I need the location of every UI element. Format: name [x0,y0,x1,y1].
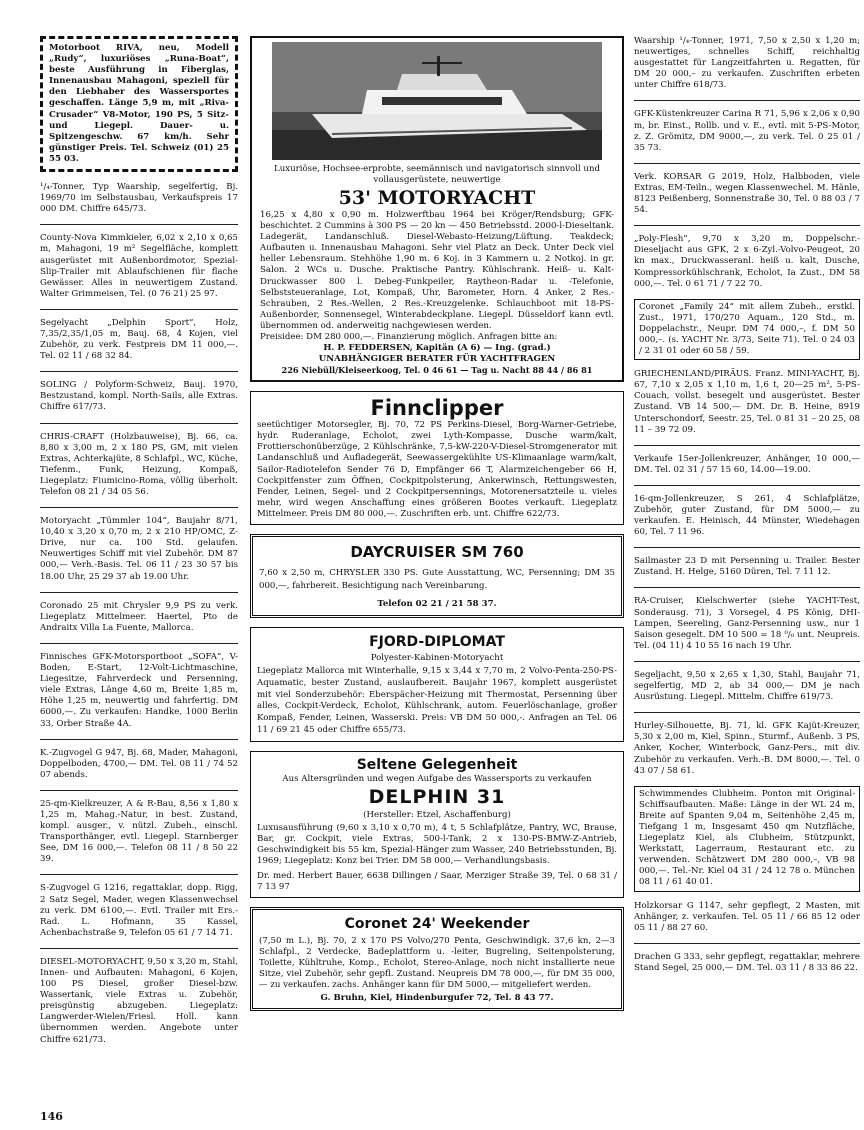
yacht-caption: Luxuriöse, Hochsee-erprobte, seemännisch und navigatorisch sinnvoll und vollausgerüstete, neuwertige [274,164,600,185]
right-column [634,36,860,983]
ad-soling: SOLING / Polyform-Schweiz, Bauj. 1970, Bestzustand, kompl. North-Sails, alle Extras. Chiffre 617/73. [40,380,238,413]
delphin-body: Luxusausführung (9,60 x 3,10 x 0,70 m), 4 t, 5 Schlafplätze, Pantry, WC, Brause, Bar, gr. Cockpit, viele Extras, 500-l-Tank, 2 x 130-PS-BMW-Z-Antrieb, Geschwindigkeit bis 55 km, Spezial-Hänger zum Wasser, 240 Betriebsstunden, Bj. 1969; Liegeplatz: Konz bei Trier. DM 58 000,— Verhandlungsbasis. [257,822,617,867]
ad-clubheim [634,786,860,892]
coronet-contact: G. Bruhn, Kiel, Hindenburgufer 72, Tel. 8 43 77. [320,993,554,1004]
ad-riva [40,36,238,172]
divider [40,790,238,791]
divider [634,712,860,713]
ad-delphin-sport: Segelyacht „Delphin Sport“, Holz, 7,35/2,35/1,05 m, Bauj. 68, 4 Kojen, viel Zubehör, zu verk. Festpreis DM 11 000,—. Tel. 02 11 / 68 32 84. [40,317,238,362]
ad-waarship: Waarship ¹/₄-Tonner, 1971, 7,50 x 2,50 x 1,20 m; neuwertiges, schnelles Schiff, reichhaltig ausgestattet für Langzeitfahrten u. Regatten, für DM 20 000,– zu verkaufen. Zuschriften erbeten unter Chiffre 618/73. [634,36,860,91]
divider [634,661,860,662]
ad-korsar: Verk. KORSAR G 2019, Holz, Halbboden, viele Extras, EM-Teiln., wegen Klassenwechel. M. Hänle, 8123 Peißenberg, Sonnenstraße 30, Tel. 0 88 03 / 7 54. [634,171,860,216]
yacht-photo [272,42,602,160]
divider [634,163,860,164]
divider [40,507,238,508]
ad-coronet-family [634,299,860,360]
divider [634,100,860,101]
daycruiser-title: DAYCRUISER SM 760 [350,542,524,561]
page-number: 146 [40,1110,63,1123]
ad-jollenkreuzer-16: 16-qm-Jollenkreuzer, S 261, 4 Schlafplätze, Zubehör, guter Zustand, für DM 5000,— zu verkaufen. E. Heinisch, 44 Münster, Wiedehagen 60, Tel. 7 11 96. [634,493,860,538]
ad-delphin-31 [250,751,624,899]
ad-holzkorsar: Holzkorsar G 1147, sehr gepflegt, 2 Masten, mit Anhänger, z. verkaufen. Tel. 05 11 / 66 85 12 oder 05 11 / 88 27 60. [634,900,860,933]
finnclipper-title: Finnclipper [370,396,504,421]
delphin-maker: (Hersteller: Etzel, Aschaffenburg) [363,809,511,820]
yacht-contact: UNABHÄNGIGER BERATER FÜR YACHTFRAGEN [318,354,556,365]
ad-warship-quarter: ¹/₄-Tonner, Typ Waarship, segelfertig, Bj. 1969/70 im Selbstausbau, Verkaufspreis 17 000 DM. Chiffre 645/73. [40,182,238,215]
ad-finnisches: Finnisches GFK-Motorsportboot „SOFA“, V-Boden, E-Start, 12-Volt-Lichtmaschine, Liegesitze, Fahrverdeck und Persenning, viele Extras, Länge 4,60 m, Breite 1,85 m, Höhe 1,25 m, neuwertig und fahrfertig. DM 6000,—. Zu verkaufen: Handke, 1000 Berlin 33, Orber Straße 4A. [40,651,238,729]
yacht-price: Preisidee: DM 280 000,—. Finanzierung möglich. Anfragen bitte an: [260,332,558,343]
delphin-title: DELPHIN 31 [368,785,506,808]
divider [40,592,238,593]
ad-hurley: Hurley-Silhouette, Bj. 71, kl. GFK Kajüt-Kreuzer, 5,30 x 2,00 m, Kiel, Spinn., Sturmf., Außenb. 3 PS, Anker, Kocher, Winterbock, Ganz-Pers., mit div. Zubehör zu verkaufen. Verh.-B. DM 8000,—. Tel. 0 43 07 / 58 61. [634,721,860,776]
ad-diesel-motoryacht: DIESEL-MOTORYACHT, 9,50 x 3,20 m, Stahl, Innen- und Aufbauten: Mahagoni, 6 Kojen, 100 PS Diesel, großer Diesel-bzw. Wassertank, viele Extras u. Zubehör, preisgünstig abzugeben. Liegeplatz: Langwerder-Wielen/Friesl. Holl. kann übernommen werden. Angebote unter Chiffre 621/73. [40,956,238,1045]
divider [634,445,860,446]
ad-sailmaster: Sailmaster 23 D mit Persenning u. Trailer. Bester Zustand. H. Helge, 5160 Düren, Tel. 7 11 12. [634,556,860,578]
ad-coronet-weekender [250,907,624,1011]
yacht-contact: 226 Niebüll/Kleiseerkoog, Tel. 0 46 61 — Tag u. Nacht 88 44 / 86 81 [281,365,593,376]
divider [634,225,860,226]
daycruiser-tel: Telefon 02 21 / 21 58 37. [377,598,497,609]
divider [634,943,860,944]
left-column [40,36,238,1055]
ad-text: Motorboot RIVA, neu, Modell „Rudy“, luxuriöses „Runa-Boat“, beste Ausführung in Fiberglas, Innenausbau Mahagoni, speziell für den Liebhaber des Wassersportes geschaffen. Länge 5,9 m, mit „Riva-Crusader“ V8-Motor, 190 PS, 5 Sitz- und Liegepl. Dauer- u. Spitzengeschw. 67 km/h. Sehr günstiger Preis. Tel. Schweiz (01) 25 55 03. [49,43,229,164]
ad-griechenland: GRIECHENLAND/PIRÄUS. Franz. MINI-YACHT, Bj. 67, 7,10 x 2,05 x 1,10 m, 1,6 t, 20—25 m², 5-PS-Couach, vollst. besegelt und ausgerüstet. Bester Zustand. VB 14 500,— DM. Dr. B. Heine, 8919 Unterschondorf, Seestr. 25, Tel. 0 81 31 – 20 25, 08 11 – 39 72 09. [634,369,860,435]
ad-k-zugvogel: K.-Zugvogel G 947, Bj. 68, Mader, Mahagoni, Doppelboden, 4700,— DM. Tel. 08 11 / 74 52 07 abends. [40,747,238,780]
divider [40,309,238,310]
ad-fjord-diplomat [250,627,624,742]
divider [634,587,860,588]
ad-tuemmler: Motoryacht „Tümmler 104“, Baujahr 8/71, 10,40 x 3,20 x 0,70 m, 2 x 210 HP/OMC, Z-Drive, nur ca. 100 Std. gelaufen. Neuwertiges Schiff mit viel Zubehör. DM 87 000,— Verh.-Basis. Tel. 06 11 / 23 30 57 bis 18.00 Uhr, 25 29 37 ab 19.00 Uhr. [40,516,238,582]
divider [40,948,238,949]
fjord-body: Liegeplatz Mallorca mit Winterhalle, 9,15 x 3,44 x 7,70 m, 2 Volvo-Penta-250-PS-Aquamatic, bester Zustand, auslaufbereit. Baujahr 1967, komplett ausgerüstet mit viel Sonderzubehör: Eberspächer-Heizung mit Thermostat, Persenning über alles, Cockpit-Verdeck, Echolot, Kühlschrank, autom. Feuerlöschanlage, großer Kompaß, Fender, Leinen, Wasserski. Preis: VB DM 50 000,-. Anfragen an Tel. 06 11 / 69 21 45 oder Chiffre 655/73. [257,665,617,735]
ad-segeljacht: Segeljacht, 9,50 x 2,65 x 1,30, Stahl, Baujahr 71, segelfertig, MD 2, ab 34 000,— DM je nach Ausrüstung. Liegepl. Mittelm. Chiffre 619/73. [634,669,860,703]
fjord-title: FJORD-DIPLOMAT [369,633,505,650]
ad-kielkreuzer: 25-qm-Kielkreuzer, A & R-Bau, 8,56 x 1,80 x 1,25 m, Mahag.-Natur, in best. Zustand, kompl. ausger., v. nützl. Zubeh., einschl. Transporthänger, evtl. Liegepl. Starnberger See, DM 16 000,—. Telefon 08 11 / 8 50 22 39. [40,798,238,865]
coronet-body: (7,50 m L.), Bj. 70, 2 x 170 PS Volvo/270 Penta, Geschwindigk. 37,6 kn, 2—3 Schlafpl., 2 Verdecke, Badeplattform u. -leiter, Bugreling, Seitenpolsterung, Toilette, Kühltruhe, Komp., Echolot, Stereo-Anlage, noch nicht installierte neue Sitze, viel Zubehör, sehr gepfl. Zustand. Neupreis DM 78 000,—, für DM 35 000,— zu verkaufen. zachs. Anhänger kann für DM 5000,— mitgeliefert werden. [259,936,615,990]
ad-gfk-kuesten: GFK-Küstenkreuzer Carina R 71, 5,96 x 2,06 x 0,90 m, br. Einst., Rollb. und v. E., evtl. mit 5-PS-Motor, z. Z. Grömitz, DM 9000,—, zu verk. Tel. 0 25 01 / 35 73. [634,109,860,153]
finnclipper-body: seetüchtiger Motorsegler, Bj. 70, 72 PS Perkins-Diesel, Borg-Warner-Getriebe, hydr. Ruderanlage, Echolot, zwei Lyth-Kompasse, Dusche warm/kalt, Frottierschonüberzüge, 2 Kühlschränke, 7,5-kW-220-V-Diesel-Stromgenerator mit Landanschluß und Aufladegerät, Seewassergekühlte US-Klimaanlage warm/kalt, Sailor-Radiotelefon Sender 76 D, Empfänger 66 T, Alarmzeichengeber 66 H, Cockpitfenster zum Öffnen, Cockpitpolsterung, Ankerwinsch, Rettungswesten, Fender, Leinen, Segel- und 2 Cockpitpersennings, Motorenersatzteile u. vieles mehr, wird wegen Anschaffung eines größeren Bootes verkauft. Liegeplatz Mittelmeer. Preis DM 80 000,—. Zuschriften erb. unt. Chiffre 622/73. [257,420,617,519]
delphin-heading: Seltene Gelegenheit [356,756,518,773]
ad-daycruiser [250,534,624,618]
ad-text: Schwimmendes Clubheim. Ponton mit Original-Schiffsaufbauten. Maße: Länge in der WL 24 m, Breite auf Spanten 9,04 m, Seitenhöhe 2,45 m, Tiefgang 1 m, Insgesamt 450 qm Nutzfläche, Liegeplatz Kiel, als Clubheim, Stützpunkt, Werkstatt, Lagerraum, Restaurant etc. zu verwenden. Schätzwert DM 280 000,–, VB 98 000,—. Tel.-Nr. Kiel 04 31 / 24 12 78 o. München 08 11 / 61 40 01. [639,788,855,888]
divider [40,643,238,644]
yacht-title: 53' MOTORYACHT [338,187,536,209]
delphin-intro: Aus Altersgründen und wegen Aufgabe des Wassersports zu verkaufen [282,773,592,784]
daycruiser-body: 7,60 x 2,50 m, CHRYSLER 330 PS. Gute Ausstattung, WC, Persenning; DM 35 000,—, fahrbereit. Besichtigung nach Vereinbarung. [259,567,615,591]
ad-chris-craft: CHRIS-CRAFT (Holzbauweise), Bj. 66, ca. 8,80 x 3,00 m, 2 x 180 PS, GM, mit vielen Extras, Achterkajüte, 8 Schlafpl., WC, Küche, Tiefenm., Funk, Heizung, Kompaß, Liegeplatz: Fiumicino-Roma, völlig überholt. Telefon 08 21 / 34 05 56. [40,431,238,497]
divider [634,547,860,548]
coronet-title: Coronet 24' Weekender [344,916,530,933]
ad-finnclipper [250,391,624,525]
ad-text: Coronet „Family 24“ mit allem Zubeh., erstkl. Zust., 1971, 170/270 Aquam., 120 Std., m. Doppelachstr., Neupr. DM 74 000,–, f. DM 50 000,–. (s. YACHT Nr. 3/73, Seite 71). Tel. 0 24 03 / 2 31 01 oder 60 58 / 59. [639,301,855,357]
divider [40,224,238,225]
divider [40,371,238,372]
ad-county-nova: County-Nova Kimmkieler, 6,02 x 2,10 x 0,65 m, Mahagoni, 19 m² Segelfläche, komplett ausgerüstet mit Außenbordmotor, Spezial-Slip-Trailer mit Ablaufschienen für flache Gewässer. Alles in neuwertigem Zustand. Walter Grimmeisen, Tel. (0 76 21) 25 97. [40,233,238,299]
ad-jollenkreuzer-15: Verkaufe 15er-Jollenkreuzer, Anhänger, 10 000,— DM. Tel. 02 31 / 57 15 60, 14.00—19.00. [634,453,860,475]
yacht-contact: H. P. FEDDERSEN, Kapitän (A 6) — Ing. (grad.) [323,343,551,354]
fjord-subtitle: Polyester-Kabinen-Motoryacht [370,652,504,663]
divider [40,739,238,740]
yacht-body: 16,25 x 4,80 x 0,90 m. Holzwerftbau 1964 bei Kröger/Rendsburg; GFK-beschichtet. 2 Cummins à 300 PS — 20 kn — 450 Betriebsstd. 2000-l-Dieseltank. Ladegerät, Landanschluß. Diesel-Webasto-Heizung/Lüftung. Teakdeck; Aufbauten u. Innenausbau Mahagoni. Sehr viel Platz an Deck. Unter Deck viel heller Lebensraum. Stehhöhe 1,90 m. 6 Koj. in 3 Kammern u. 2 Notkoj. in gr. Salon. 2 WCs u. Dusche. Praktische Pantry. Kühlschrank. Heiß- u. Kalt-Druckwasser 800 l. Debeg-Funkpeiler, Raytheon-Radar u. -Telefonie, Selbststeueranlage, Lot, Kompaß, Uhr, Barometer, Horn. 4 Anker, 2 Res.-Schrauben, 2 Res.-Wellen, 2 Res.-Kreuzgelenke. Schlauchboot mit 18-PS-Außenborder, Sonnensegel, Winterabdeckplane. Liegepl. Düsseldorf kann evtl. übernommen od. anderweitig nachgewiesen werden. [260,210,614,331]
ad-ra-cruiser: RA-Cruiser, Kielschwerter (siehe YACHT-Test, Sonderausg. 71), 3 Vorsegel, 4 PS König, DHI-Lampen, Seereling, Ganz-Persenning usw., nur 1 Saison gesegelt. DM 10 500 = 18 ⁰/₀ unt. Neupreis. Tel. (04 11) 4 10 55 16 nach 19 Uhr. [634,596,860,651]
divider [40,874,238,875]
divider [634,485,860,486]
delphin-contact: Dr. med. Herbert Bauer, 6638 Dillingen / Saar, Merziger Straße 39, Tel. 0 68 31 / 7 13 97 [257,871,617,893]
ad-coronado: Coronado 25 mit Chrysler 9,9 PS zu verk. Liegeplatz Mittelmeer. Haertel, Pto de Andraitx Villa La Fuente, Mallorca. [40,600,238,633]
ad-poly-flesh: „Poly-Flesh“, 9,70 x 3,20 m, Doppelschr.-Dieseljacht aus GFK, 2 x 6-Zyl.-Volvo-Peugeot, 20 kn max., Druckwasseranl. heiß u. kalt, Dusche, Kompressorkühlschrank, Echolot, Ia Zust., DM 58 000,—. Tel. 0 61 71 / 7 22 70. [634,234,860,289]
ad-drachen: Drachen G 333, sehr gepflegt, regattaklar, mehrere Stand Segel, 25 000,— DM. Tel. 03 11 / 8 33 86 22. [634,951,860,973]
ad-motoryacht-53 [250,36,624,382]
middle-column [250,36,624,1011]
divider [40,423,238,424]
ad-s-zugvogel: S-Zugvogel G 1216, regattaklar, dopp. Rigg, 2 Satz Segel, Mader, wegen Klassenwechsel zu verk. DM 6100,—. Evtl. Trailer mit Ers.-Rad. L. Hofmann, 35 Kassel, Achenbachstraße 9, Telefon 05 61 / 7 14 71. [40,883,238,938]
